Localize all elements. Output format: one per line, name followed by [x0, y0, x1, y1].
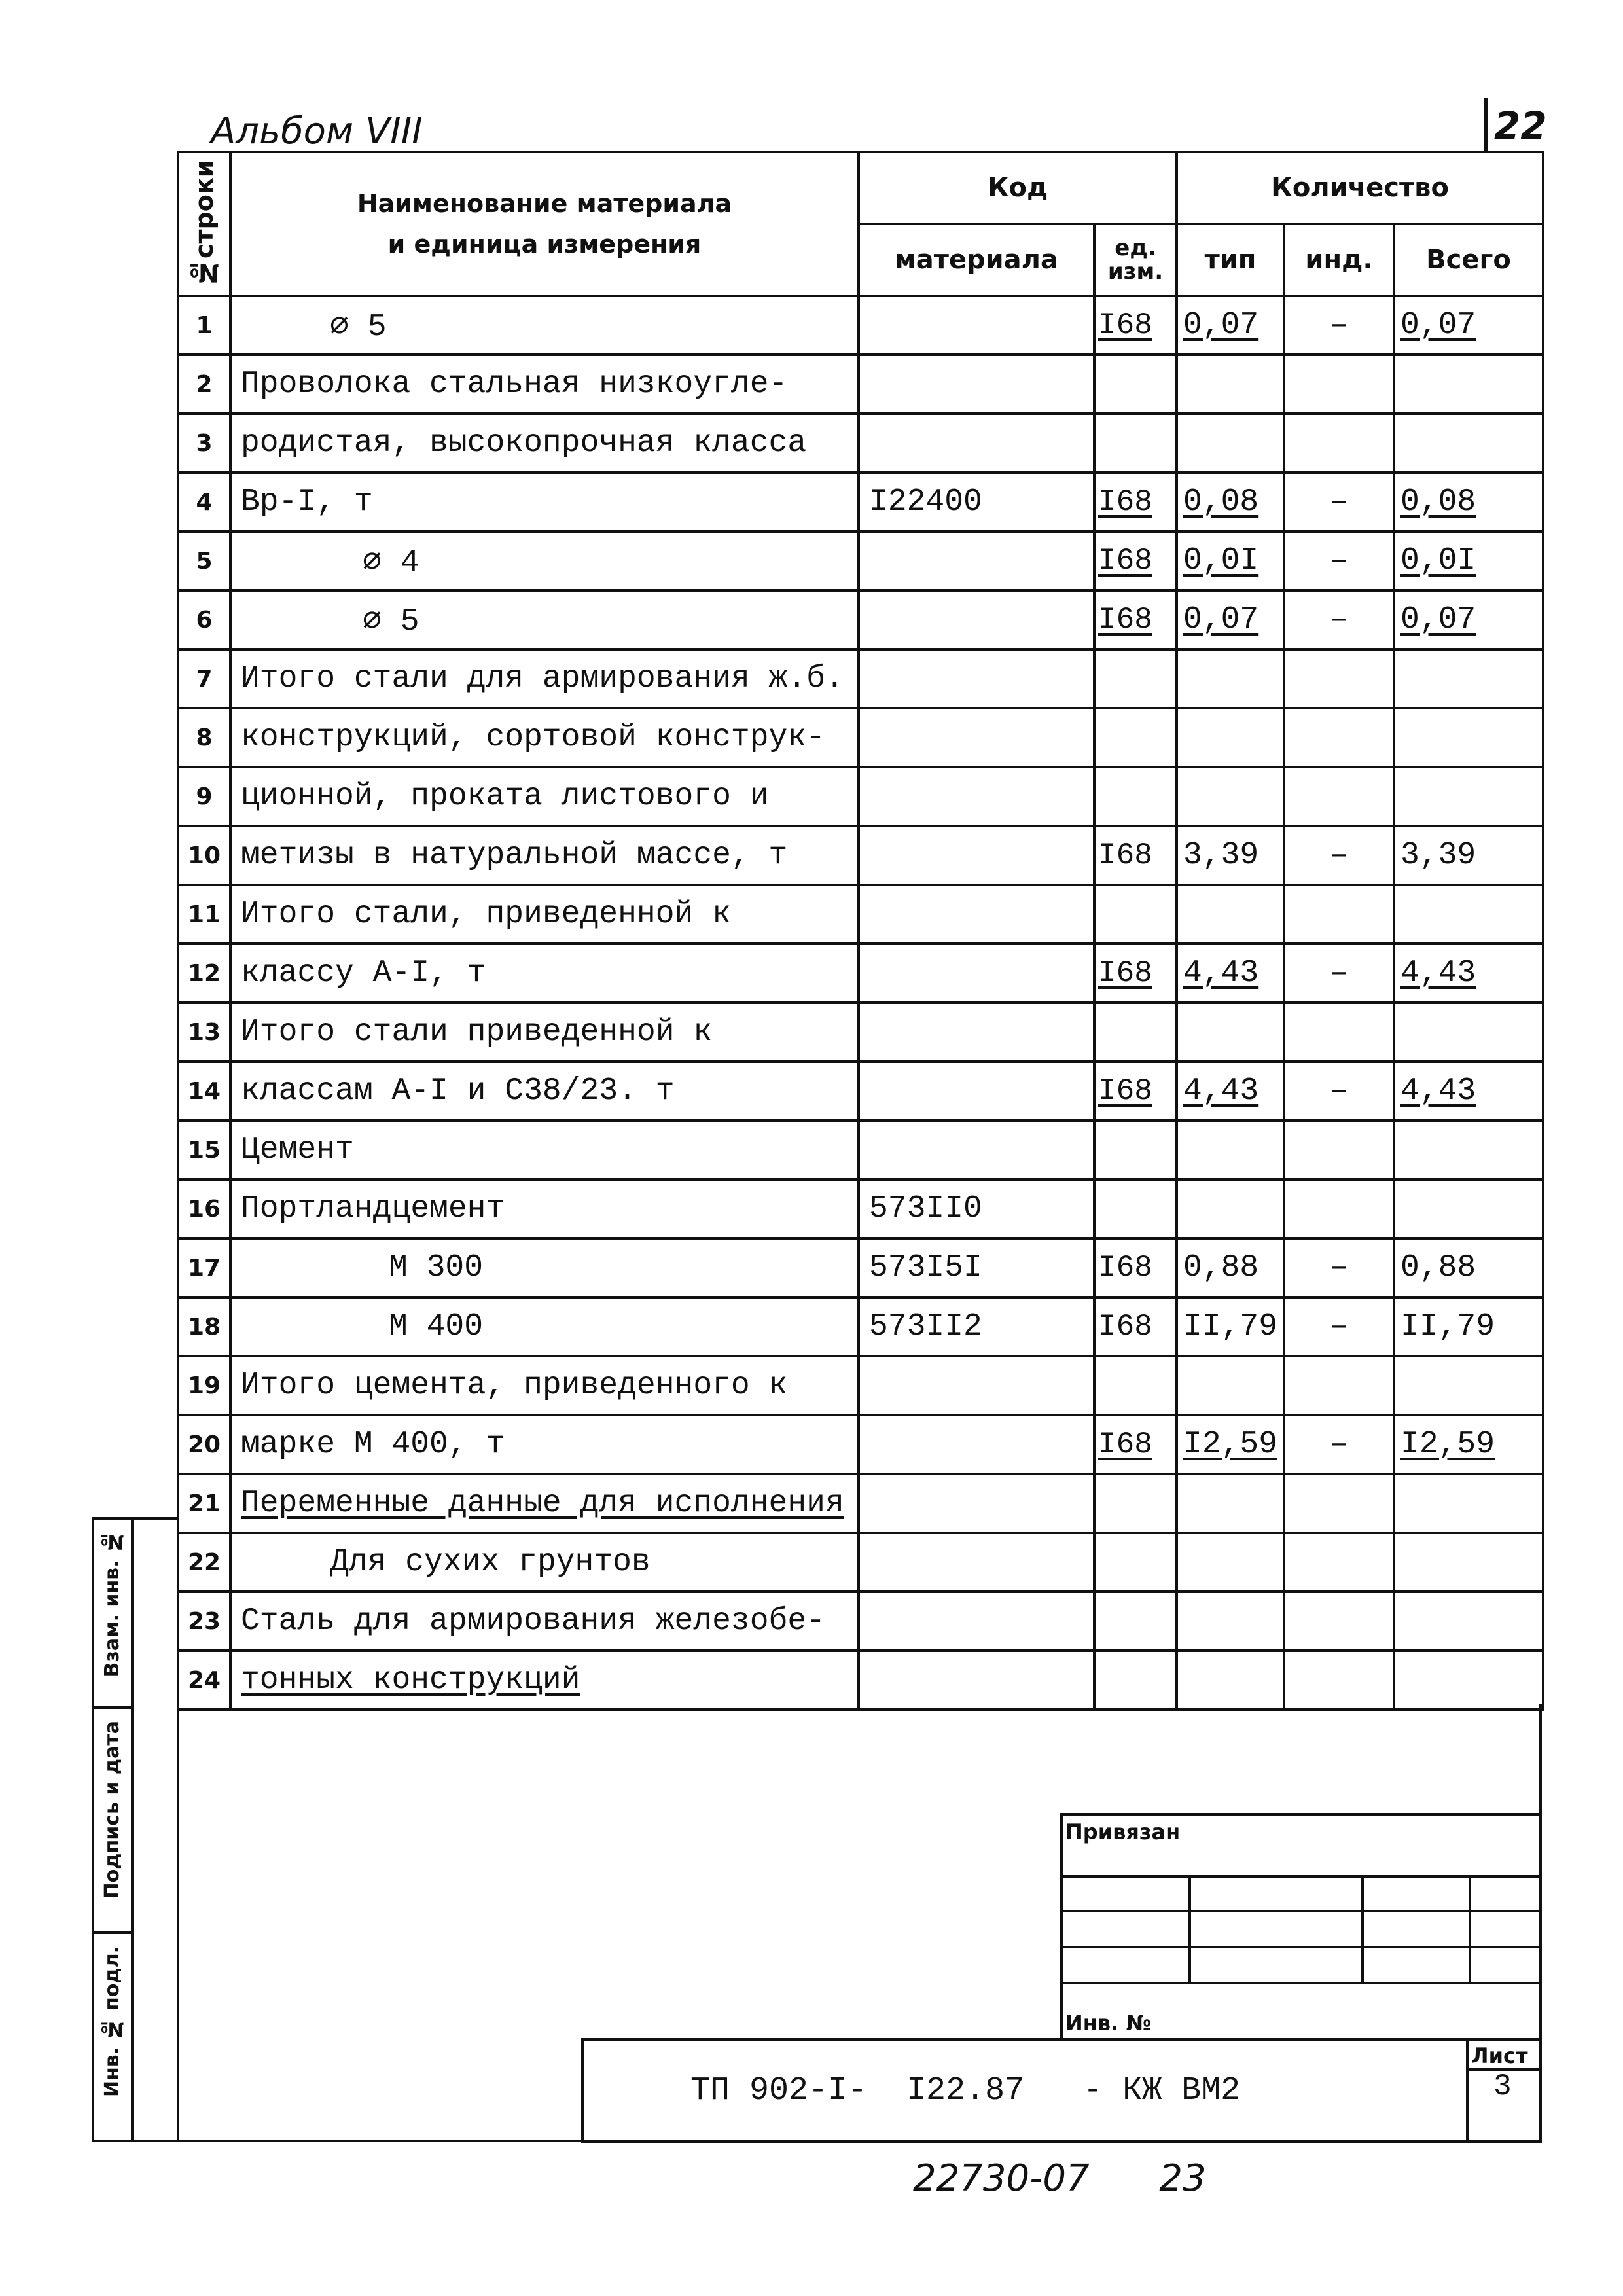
total-quantity: I2,59 [1394, 1415, 1543, 1474]
material-name: конструкций, сортовой конструк- [230, 708, 859, 767]
row-number: 4 [178, 473, 230, 531]
unit-cell: I68 [1094, 590, 1177, 649]
page-number: 22 [1494, 103, 1547, 148]
table-row [178, 1592, 1543, 1651]
total-quantity: 0,07 [1394, 590, 1543, 649]
unit-cell [1094, 1179, 1177, 1238]
total-quantity [1394, 885, 1543, 944]
material-code [859, 355, 1094, 414]
material-name: Вр-I, т [230, 473, 859, 531]
unit-cell: I68 [1094, 1297, 1177, 1356]
row-number: 21 [178, 1474, 230, 1533]
material-name: Итого стали приведенной к [230, 1003, 859, 1062]
table-row [178, 1179, 1543, 1238]
row-number: 7 [178, 649, 230, 708]
unit-cell [1094, 885, 1177, 944]
type-quantity [1177, 355, 1284, 414]
material-name: Итого стали для армирования ж.б. [230, 649, 859, 708]
unit-cell [1094, 1356, 1177, 1415]
row-number: 24 [178, 1651, 230, 1710]
type-quantity [1177, 1003, 1284, 1062]
row-number: 16 [178, 1179, 230, 1238]
strip-cell-replacement [94, 1520, 134, 1706]
row-number: 15 [178, 1121, 230, 1179]
strip-label-replacement-inv: Взам. инв. № [101, 1530, 124, 1677]
strip-label-original-inv: Инв. № подл. [101, 1946, 124, 2098]
row-number: 6 [178, 590, 230, 649]
ind-quantity: – [1284, 1238, 1394, 1297]
table-row [178, 355, 1543, 414]
row-number: 12 [178, 944, 230, 1003]
unit-cell [1094, 355, 1177, 414]
type-quantity [1177, 1179, 1284, 1238]
ind-quantity [1284, 708, 1394, 767]
binding-col [1469, 1875, 1471, 1984]
strip-cell-signature [94, 1709, 134, 1931]
material-name: классам А-I и С38/23. т [230, 1062, 859, 1121]
header-unit-line1: ед. [1115, 235, 1156, 261]
ind-quantity [1284, 355, 1394, 414]
unit-cell: I68 [1094, 826, 1177, 885]
unit-cell [1094, 414, 1177, 473]
material-code [859, 1651, 1094, 1710]
ind-quantity [1284, 767, 1394, 826]
material-name: метизы в натуральной массе, т [230, 826, 859, 885]
material-name: тонных конструкций [230, 1651, 859, 1710]
binding-label: Привязан [1065, 1820, 1181, 1844]
type-quantity: 3,39 [1177, 826, 1284, 885]
material-name: Переменные данные для исполнения [230, 1474, 859, 1533]
material-code [859, 944, 1094, 1003]
table-row [178, 1121, 1543, 1179]
row-number: 20 [178, 1415, 230, 1474]
type-quantity [1177, 1533, 1284, 1592]
header-row-1 [178, 152, 1543, 224]
material-name: М 300 [230, 1238, 859, 1297]
ind-quantity [1284, 1003, 1394, 1062]
material-name: М 400 [230, 1297, 859, 1356]
total-quantity [1394, 355, 1543, 414]
table-row [178, 1356, 1543, 1415]
material-code [859, 531, 1094, 590]
unit-cell [1094, 1651, 1177, 1710]
table-row [178, 531, 1543, 590]
table-row [178, 649, 1543, 708]
row-number: 19 [178, 1356, 230, 1415]
material-code [859, 885, 1094, 944]
unit-cell [1094, 1533, 1177, 1592]
material-code [859, 1533, 1094, 1592]
unit-cell: I68 [1094, 473, 1177, 531]
table-row [178, 414, 1543, 473]
total-quantity [1394, 1121, 1543, 1179]
unit-cell: I68 [1094, 296, 1177, 355]
material-name: Итого цемента, приведенного к [230, 1356, 859, 1415]
row-number: 10 [178, 826, 230, 885]
material-code: 573II0 [859, 1179, 1094, 1238]
table-row [178, 826, 1543, 885]
table-row [178, 1297, 1543, 1356]
type-quantity [1177, 708, 1284, 767]
binding-col [1361, 1875, 1364, 1984]
material-name: классу А-I, т [230, 944, 859, 1003]
header-code: Код [859, 152, 1177, 224]
material-name: марке М 400, т [230, 1415, 859, 1474]
ind-quantity [1284, 1179, 1394, 1238]
type-quantity: 4,43 [1177, 944, 1284, 1003]
ind-quantity: – [1284, 296, 1394, 355]
type-quantity [1177, 885, 1284, 944]
total-quantity [1394, 1651, 1543, 1710]
unit-cell: I68 [1094, 944, 1177, 1003]
type-quantity [1177, 1356, 1284, 1415]
total-quantity [1394, 708, 1543, 767]
total-quantity [1394, 1179, 1543, 1238]
total-quantity: II,79 [1394, 1297, 1543, 1356]
unit-cell: I68 [1094, 1062, 1177, 1121]
row-number: 5 [178, 531, 230, 590]
total-quantity [1394, 649, 1543, 708]
unit-cell [1094, 708, 1177, 767]
unit-cell [1094, 1592, 1177, 1651]
total-quantity: 4,43 [1394, 1062, 1543, 1121]
material-name: ционной, проката листового и [230, 767, 859, 826]
type-quantity: I2,59 [1177, 1415, 1284, 1474]
material-name: ∅ 4 [230, 531, 859, 590]
unit-cell: I68 [1094, 531, 1177, 590]
total-quantity [1394, 1533, 1543, 1592]
total-quantity: 0,0I [1394, 531, 1543, 590]
ind-quantity: – [1284, 590, 1394, 649]
footer-code: 22730-07 23 [913, 2157, 1206, 2200]
type-quantity [1177, 1121, 1284, 1179]
material-name: Сталь для армирования железобе- [230, 1592, 859, 1651]
table-row [178, 944, 1543, 1003]
type-quantity [1177, 414, 1284, 473]
unit-cell [1094, 649, 1177, 708]
material-name: ∅ 5 [230, 296, 859, 355]
type-quantity [1177, 767, 1284, 826]
document-code: ТП 902-I- I22.87 - КЖ ВМ2 [690, 2072, 1241, 2109]
material-code: 573I5I [859, 1238, 1094, 1297]
row-number: 18 [178, 1297, 230, 1356]
strip-cell-original [94, 1934, 134, 2142]
binding-col [1188, 1875, 1191, 1984]
material-name: родистая, высокопрочная класса [230, 414, 859, 473]
side-strip [92, 1517, 179, 2142]
type-quantity: 0,07 [1177, 590, 1284, 649]
total-quantity [1394, 414, 1543, 473]
row-number: 1 [178, 296, 230, 355]
material-code [859, 708, 1094, 767]
table-row [178, 1238, 1543, 1297]
row-number: 3 [178, 414, 230, 473]
row-number: 2 [178, 355, 230, 414]
table-row [178, 1003, 1543, 1062]
header-total: Всего [1394, 224, 1543, 296]
strip-label-signature-date: Подпись и дата [101, 1721, 124, 1899]
material-code [859, 649, 1094, 708]
row-number: 8 [178, 708, 230, 767]
table-row [178, 767, 1543, 826]
sheet-divider [1466, 2038, 1469, 2143]
row-number: 17 [178, 1238, 230, 1297]
total-quantity: 3,39 [1394, 826, 1543, 885]
album-label: Альбом VIII [211, 110, 423, 152]
total-quantity: 0,88 [1394, 1238, 1543, 1297]
materials-table [177, 151, 1544, 1711]
material-code [859, 1474, 1094, 1533]
type-quantity [1177, 1592, 1284, 1651]
material-code [859, 767, 1094, 826]
row-number: 11 [178, 885, 230, 944]
material-code [859, 414, 1094, 473]
material-code [859, 1592, 1094, 1651]
header-unit [1094, 224, 1177, 296]
material-name: Проволока стальная низкоугле- [230, 355, 859, 414]
header-name-line2: и единица измерения [387, 230, 702, 259]
material-code [859, 826, 1094, 885]
table-row [178, 1474, 1543, 1533]
ind-quantity: – [1284, 826, 1394, 885]
type-quantity [1177, 1651, 1284, 1710]
total-quantity [1394, 1592, 1543, 1651]
unit-cell [1094, 1121, 1177, 1179]
material-code: 573II2 [859, 1297, 1094, 1356]
header-row-number: №строки [178, 152, 230, 296]
ind-quantity: – [1284, 1062, 1394, 1121]
ind-quantity [1284, 1533, 1394, 1592]
ind-quantity [1284, 414, 1394, 473]
table-row [178, 708, 1543, 767]
row-number: 23 [178, 1592, 230, 1651]
ind-quantity: – [1284, 473, 1394, 531]
material-code: I22400 [859, 473, 1094, 531]
row-number: 9 [178, 767, 230, 826]
ind-quantity: – [1284, 1415, 1394, 1474]
material-code [859, 1062, 1094, 1121]
sheet-number: 3 [1493, 2070, 1512, 2104]
header-type: тип [1177, 224, 1284, 296]
total-quantity [1394, 1003, 1543, 1062]
ind-quantity: – [1284, 1297, 1394, 1356]
table-row [178, 1062, 1543, 1121]
page-number-divider [1484, 98, 1488, 151]
unit-cell [1094, 1474, 1177, 1533]
ind-quantity [1284, 1474, 1394, 1533]
material-name: Цемент [230, 1121, 859, 1179]
material-code [859, 1356, 1094, 1415]
material-code [859, 590, 1094, 649]
type-quantity: 0,07 [1177, 296, 1284, 355]
ind-quantity: – [1284, 531, 1394, 590]
table-row [178, 296, 1543, 355]
type-quantity [1177, 1474, 1284, 1533]
ind-quantity [1284, 1651, 1394, 1710]
table-row [178, 590, 1543, 649]
total-quantity [1394, 767, 1543, 826]
table-row [178, 473, 1543, 531]
material-name: Для сухих грунтов [230, 1533, 859, 1592]
material-code [859, 1121, 1094, 1179]
material-code [859, 1003, 1094, 1062]
material-code [859, 1415, 1094, 1474]
table-row [178, 1533, 1543, 1592]
ind-quantity [1284, 649, 1394, 708]
table-row [178, 1651, 1543, 1710]
sheet-label: Лист [1471, 2043, 1528, 2068]
type-quantity: 4,43 [1177, 1062, 1284, 1121]
total-quantity: 0,07 [1394, 296, 1543, 355]
header-unit-line2: изм. [1107, 259, 1164, 285]
header-material: материала [859, 224, 1094, 296]
table-row [178, 1415, 1543, 1474]
row-number: 22 [178, 1533, 230, 1592]
ind-quantity [1284, 885, 1394, 944]
type-quantity [1177, 649, 1284, 708]
ind-quantity [1284, 1592, 1394, 1651]
unit-cell [1094, 1003, 1177, 1062]
ind-quantity: – [1284, 944, 1394, 1003]
table-row [178, 885, 1543, 944]
material-name: ∅ 5 [230, 590, 859, 649]
total-quantity: 0,08 [1394, 473, 1543, 531]
inventory-label: Инв. № [1065, 2011, 1151, 2036]
header-name-line1: Наименование материала [357, 189, 732, 218]
material-name: Итого стали, приведенной к [230, 885, 859, 944]
unit-cell: I68 [1094, 1415, 1177, 1474]
type-quantity: II,79 [1177, 1297, 1284, 1356]
type-quantity: 0,88 [1177, 1238, 1284, 1297]
type-quantity: 0,08 [1177, 473, 1284, 531]
type-quantity: 0,0I [1177, 531, 1284, 590]
ind-quantity [1284, 1121, 1394, 1179]
material-code [859, 296, 1094, 355]
row-number: 14 [178, 1062, 230, 1121]
header-ind: инд. [1284, 224, 1394, 296]
unit-cell: I68 [1094, 1238, 1177, 1297]
header-quantity: Количество [1177, 152, 1543, 224]
total-quantity: 4,43 [1394, 944, 1543, 1003]
ind-quantity [1284, 1356, 1394, 1415]
unit-cell [1094, 767, 1177, 826]
total-quantity [1394, 1474, 1543, 1533]
header-name [230, 152, 859, 296]
material-name: Портландцемент [230, 1179, 859, 1238]
total-quantity [1394, 1356, 1543, 1415]
row-number: 13 [178, 1003, 230, 1062]
